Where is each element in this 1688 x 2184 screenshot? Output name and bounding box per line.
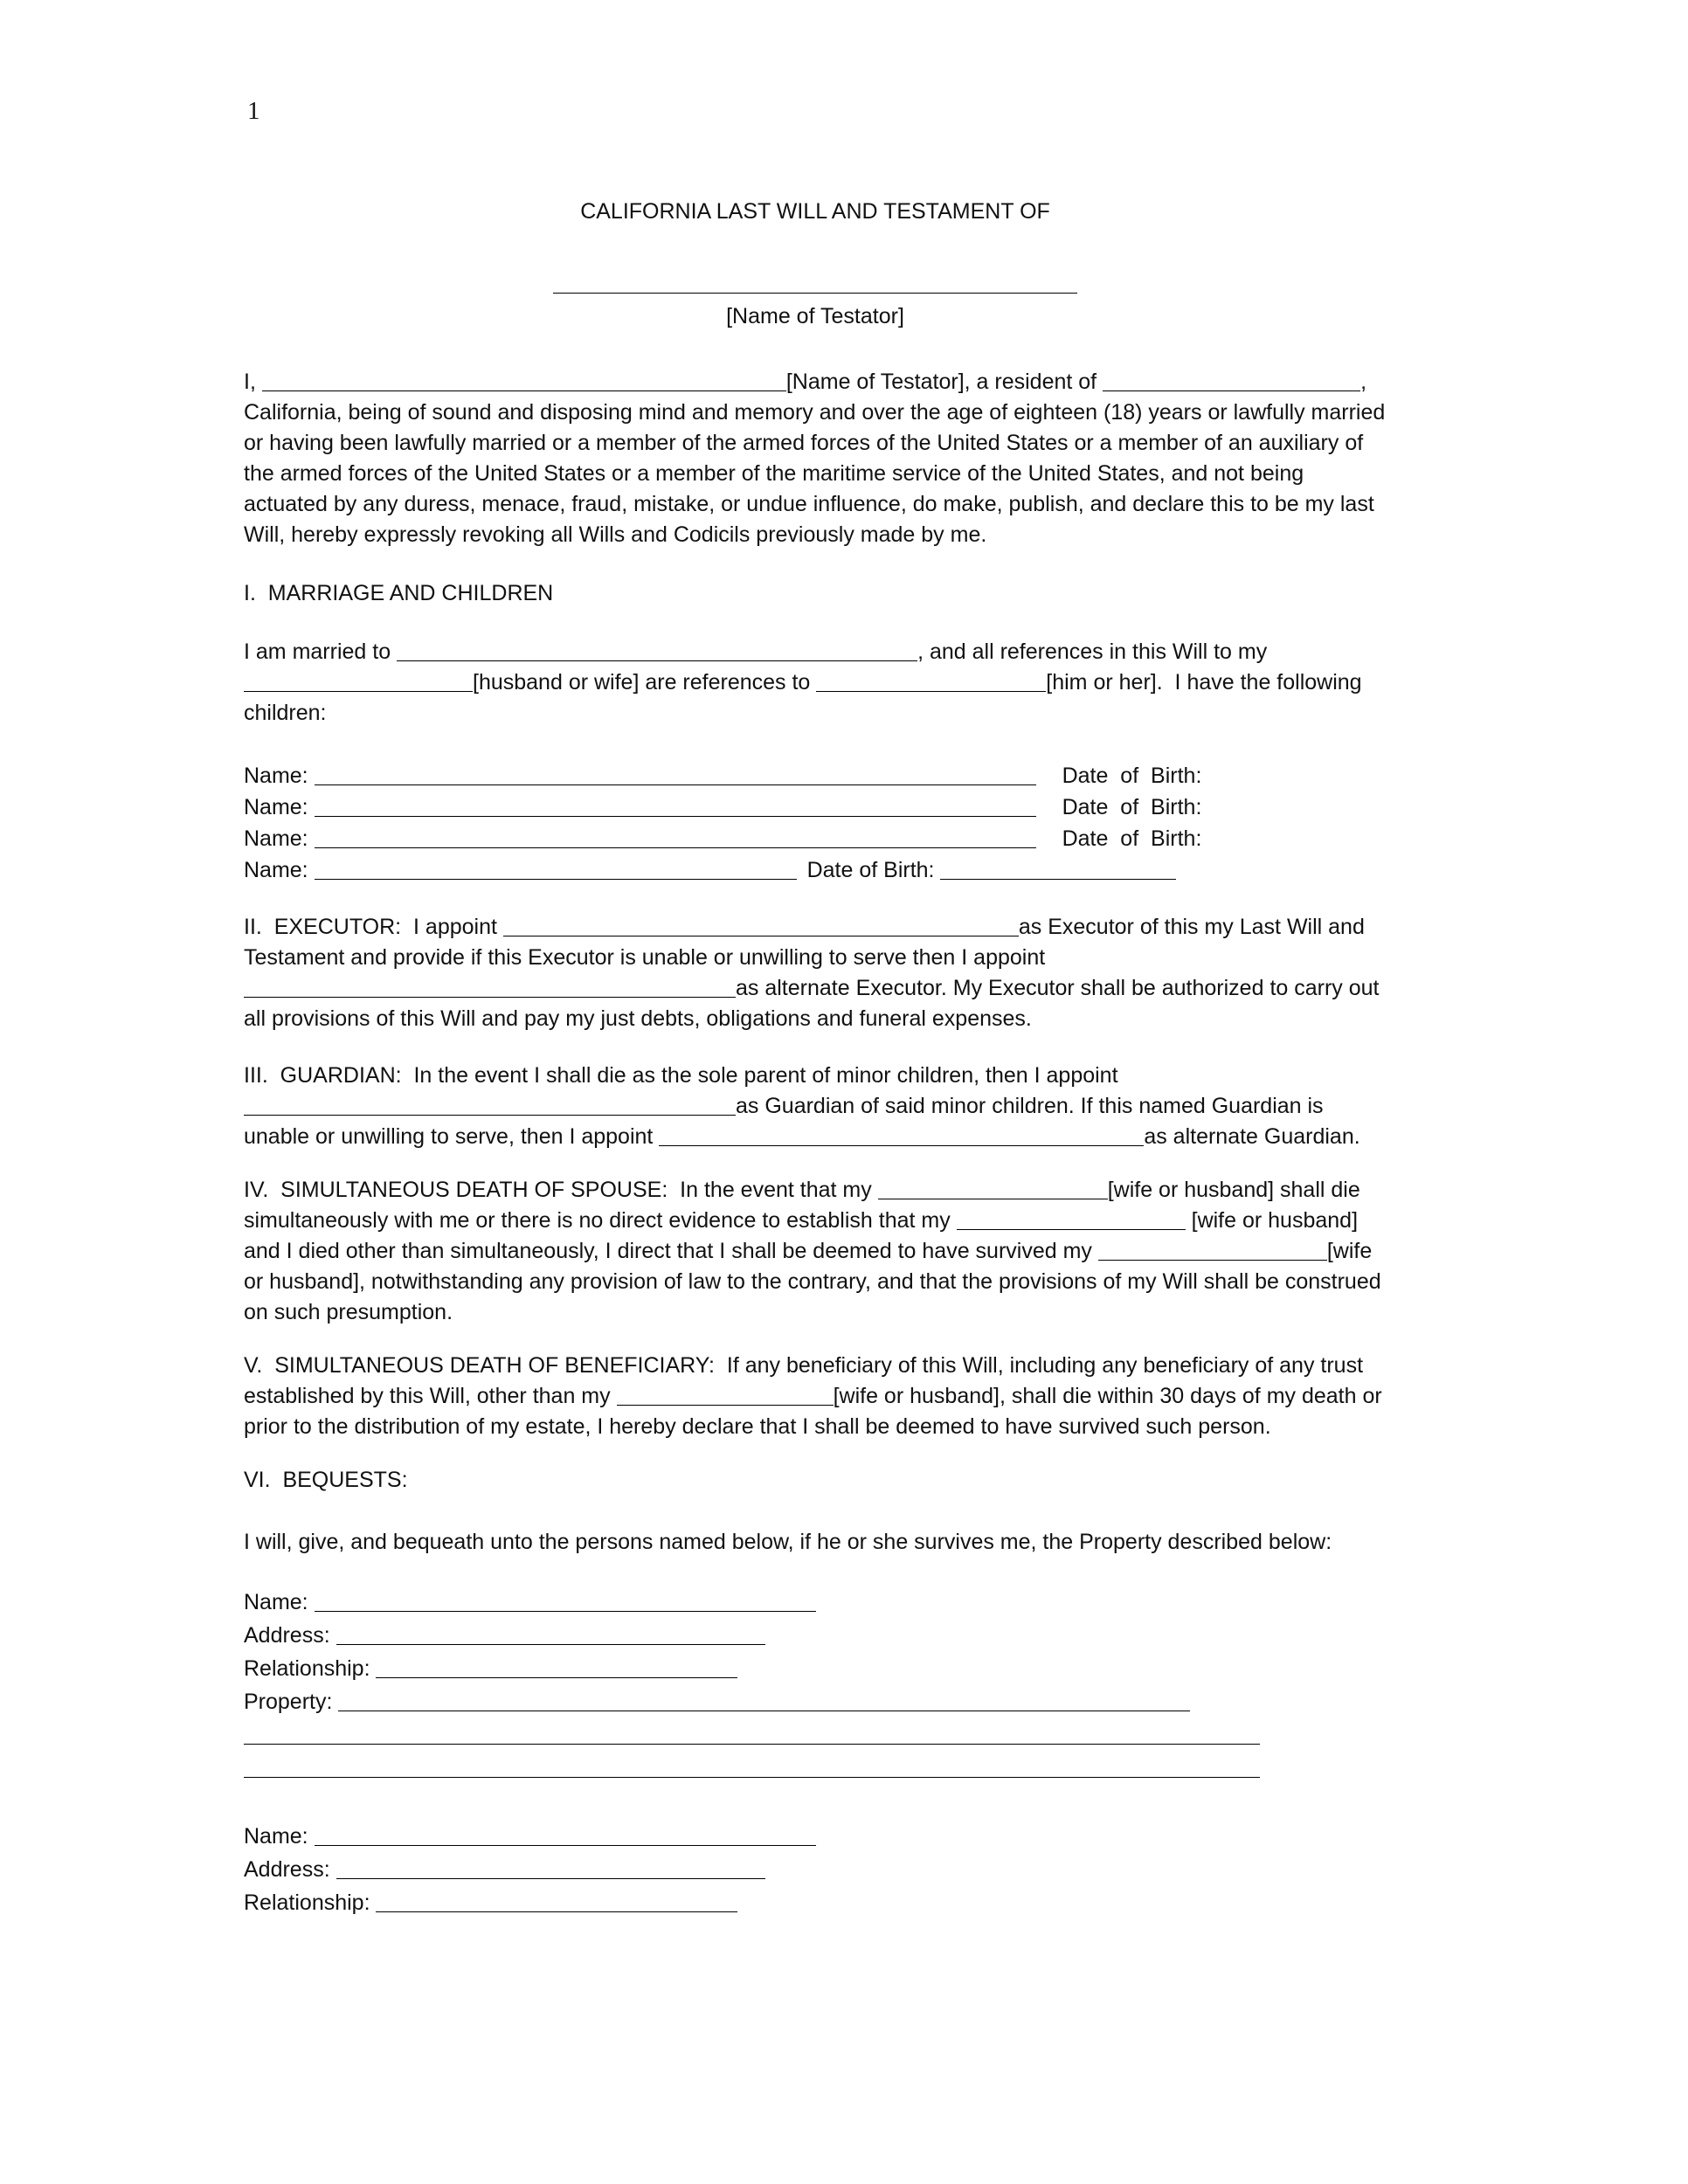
blank-line	[315, 764, 1036, 785]
beneficiary-block-1	[244, 1586, 1387, 1785]
blank-line	[376, 1890, 737, 1912]
form-row	[244, 1718, 1387, 1752]
section-executor	[244, 912, 1387, 1034]
page-number: 1	[247, 97, 260, 125]
blank-line	[957, 1208, 1186, 1230]
text-run: Name:	[244, 1590, 315, 1614]
text-run: CALIFORNIA LAST WILL AND TESTAMENT OF	[580, 199, 1050, 224]
section-heading-marriage-and-children	[244, 578, 1387, 609]
text-run: Address:	[244, 1623, 336, 1648]
text-run: [wife or husband], shall die within 30 days of my death or prior to the distribution of my estate, I hereby declare that I shall be deemed to have survived such person.	[244, 1384, 1382, 1439]
text-run: I. MARRIAGE AND CHILDREN	[244, 581, 554, 605]
blank-line	[244, 1094, 736, 1116]
text-run: IV. SIMULTANEOUS DEATH OF SPOUSE: In the event that my	[244, 1178, 878, 1202]
form-row	[244, 1586, 1387, 1619]
section-simultaneous-death-of-spouse	[244, 1175, 1387, 1328]
text-run: [wife or husband] and I died other than simultaneously, I direct that I shall be deemed to have survived my	[244, 1208, 1359, 1263]
text-run: [Name of Testator], a resident of	[785, 370, 1103, 394]
text-run: , and all references in this Will to my	[917, 639, 1268, 664]
text-run: Date of Birth:	[1062, 826, 1202, 851]
text-run: Name:	[244, 858, 315, 882]
section-heading-bequests	[244, 1465, 1387, 1496]
bequests-intro	[244, 1527, 1387, 1558]
blank-line	[338, 1690, 1190, 1711]
text-run: Date of Birth:	[806, 858, 941, 882]
blank-line	[397, 639, 917, 661]
text-run: I am married to	[244, 639, 398, 664]
children-list	[244, 760, 1387, 886]
blank-line	[262, 370, 786, 391]
blank-line	[315, 795, 1036, 817]
form-row	[244, 854, 1387, 886]
document-title	[244, 197, 1387, 227]
blank-line	[940, 858, 1176, 880]
marriage-paragraph	[244, 637, 1387, 729]
text-run: Name:	[244, 826, 315, 851]
beneficiary-block-2	[244, 1820, 1387, 1919]
form-row	[244, 823, 1387, 854]
form-row	[244, 1886, 1387, 1919]
text-run: Name:	[244, 1824, 315, 1849]
blank-line	[315, 1824, 816, 1846]
blank-line	[659, 1124, 1144, 1146]
text-run: [wife or husband], notwithstanding any provision of law to the contrary, and that the provisions of my Will shall be construed on such presumption.	[244, 1239, 1381, 1324]
section-guardian	[244, 1061, 1387, 1152]
form-row	[244, 1752, 1387, 1785]
text-run: Property:	[244, 1690, 339, 1714]
form-row	[244, 760, 1387, 791]
text-run: I,	[244, 370, 262, 394]
blank-line	[816, 670, 1046, 692]
opening-declaration	[244, 367, 1387, 550]
blank-line	[315, 1590, 816, 1612]
text-run: as Guardian of said minor children. If this named Guardian is unable or unwilling to serve, then I appoint	[244, 1094, 1324, 1149]
text-run: Name:	[244, 764, 315, 788]
text-run: , California, being of sound and disposing mind and memory and over the age of eighteen (18) years or lawfully married or having been lawfully married or a member of the armed forces of the United States or a member of an auxiliary of the armed forces of the United States or a member of the maritime service of the United States, and not being actuated by any duress, menace, fraud, mistake, or undue influence, do make, publish, and declare this to be my last Will, hereby expressly revoking all Wills and Codicils previously made by me.	[244, 370, 1386, 547]
blank-line	[1098, 1239, 1327, 1261]
section-simultaneous-death-of-beneficiary	[244, 1351, 1387, 1442]
testator-name-blank	[244, 269, 1387, 300]
text-run: as alternate Executor. My Executor shall be authorized to carry out all provisions of this Will and pay my just debts, obligations and funeral expenses.	[244, 976, 1380, 1031]
blank-line	[1103, 370, 1360, 391]
blank-line	[315, 826, 1036, 848]
text-run: [husband or wife] are references to	[473, 670, 817, 695]
text-run: as Executor of this my Last Will and Testament and provide if this Executor is unable or unwilling to serve then I appoint	[244, 915, 1365, 970]
blank-line	[878, 1178, 1108, 1199]
blank-line	[553, 272, 1077, 294]
blank-line	[503, 915, 1019, 936]
form-row	[244, 791, 1387, 823]
text-run: Relationship:	[244, 1656, 377, 1681]
text-run: Relationship:	[244, 1890, 377, 1915]
text-run: III. GUARDIAN: In the event I shall die as the sole parent of minor children, then I appoint	[244, 1063, 1118, 1088]
blank-line	[244, 976, 736, 998]
form-row	[244, 1685, 1387, 1718]
blank-line	[244, 1723, 1260, 1745]
blank-line	[244, 1756, 1260, 1778]
text-run: [him or her]. I have the following children:	[244, 670, 1362, 725]
blank-line	[617, 1384, 834, 1406]
text-run: Name:	[244, 795, 315, 819]
blank-line	[336, 1857, 765, 1879]
text-run: V. SIMULTANEOUS DEATH OF BENEFICIARY: If any beneficiary of this Will, including any beneficiary of any trust established by this Will, other than my	[244, 1353, 1364, 1408]
blank-line	[244, 670, 473, 692]
form-row	[244, 1652, 1387, 1685]
text-run: [wife or husband] shall die simultaneously with me or there is no direct evidence to establish that my	[244, 1178, 1360, 1233]
text-run: II. EXECUTOR: I appoint	[244, 915, 503, 939]
text-run: Address:	[244, 1857, 336, 1882]
text-run: Date of Birth:	[1062, 795, 1202, 819]
blank-line	[336, 1623, 765, 1645]
form-row	[244, 1820, 1387, 1853]
testator-name-label	[244, 301, 1387, 332]
form-row	[244, 1619, 1387, 1652]
text-run: I will, give, and bequeath unto the persons named below, if he or she survives me, the Property described below:	[244, 1530, 1332, 1554]
text-run: VI. BEQUESTS:	[244, 1468, 408, 1492]
blank-line	[315, 858, 797, 880]
form-row	[244, 1853, 1387, 1886]
text-run: as alternate Guardian.	[1144, 1124, 1360, 1149]
text-run: Date of Birth:	[1062, 764, 1202, 788]
text-run: [Name of Testator]	[726, 304, 904, 328]
blank-line	[376, 1656, 737, 1678]
document-content	[244, 197, 1387, 1919]
